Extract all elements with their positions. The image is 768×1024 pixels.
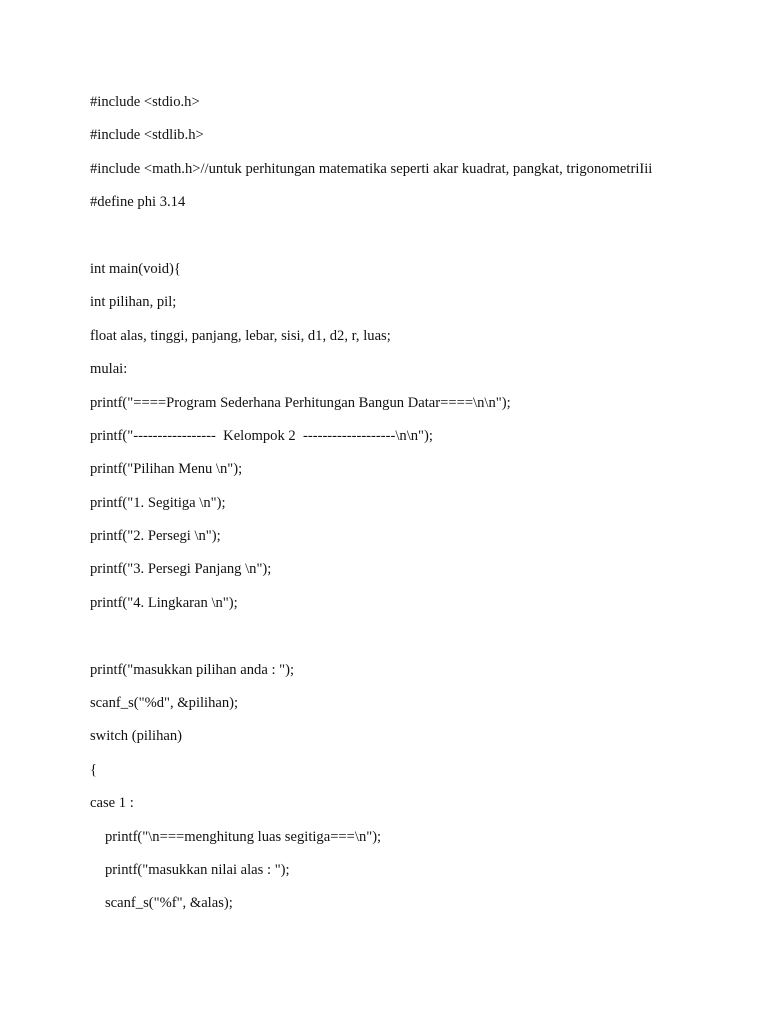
code-line-printf-kelompok: printf("----------------- Kelompok 2 -------------------\n\n"); [90, 427, 433, 444]
code-line-float-decl: float alas, tinggi, panjang, lebar, sisi, d1, d2, r, luas; [90, 327, 391, 344]
code-line-printf-prompt: printf("masukkan pilihan anda : "); [90, 661, 295, 678]
code-line-printf-option-2: printf("2. Persegi \n"); [90, 528, 221, 545]
code-line-printf-menu: printf("Pilihan Menu \n"); [90, 461, 243, 478]
code-line-scanf-alas: scanf_s("%f", &alas); [105, 895, 233, 912]
code-line-main: int main(void){ [90, 260, 181, 277]
code-line-include-stdio: #include <stdio.h> [90, 94, 200, 110]
code-line-case-1: case 1 : [90, 795, 134, 812]
code-line-include-math: #include <math.h>//untuk perhitungan matematika seperti akar kuadrat, pangkat, trigonometriIii [90, 160, 653, 177]
code-listing [90, 92, 730, 927]
code-line-switch: switch (pilihan) [90, 728, 183, 745]
code-line-scanf-pilihan: scanf_s("%d", &pilihan); [90, 695, 239, 712]
code-line-include-stdlib: #include <stdlib.h> [90, 127, 204, 144]
code-line-blank [90, 626, 730, 659]
code-line-blank [90, 226, 730, 259]
code-line-open-brace: { [90, 761, 98, 778]
code-line-printf-segitiga: printf("\n===menghitung luas segitiga===\n"); [105, 828, 382, 845]
code-line-define-phi: #define phi 3.14 [90, 194, 186, 211]
code-line-printf-option-3: printf("3. Persegi Panjang \n"); [90, 561, 272, 578]
code-line-label-mulai: mulai: [90, 361, 128, 378]
code-line-printf-option-1: printf("1. Segitiga \n"); [90, 494, 226, 511]
code-line-int-decl: int pilihan, pil; [90, 294, 177, 311]
code-line-printf-title: printf("====Program Sederhana Perhitungan Bangun Datar====\n\n"); [90, 394, 511, 411]
code-line-printf-option-4: printf("4. Lingkaran \n"); [90, 594, 238, 611]
code-line-printf-alas: printf("masukkan nilai alas : "); [105, 861, 290, 878]
